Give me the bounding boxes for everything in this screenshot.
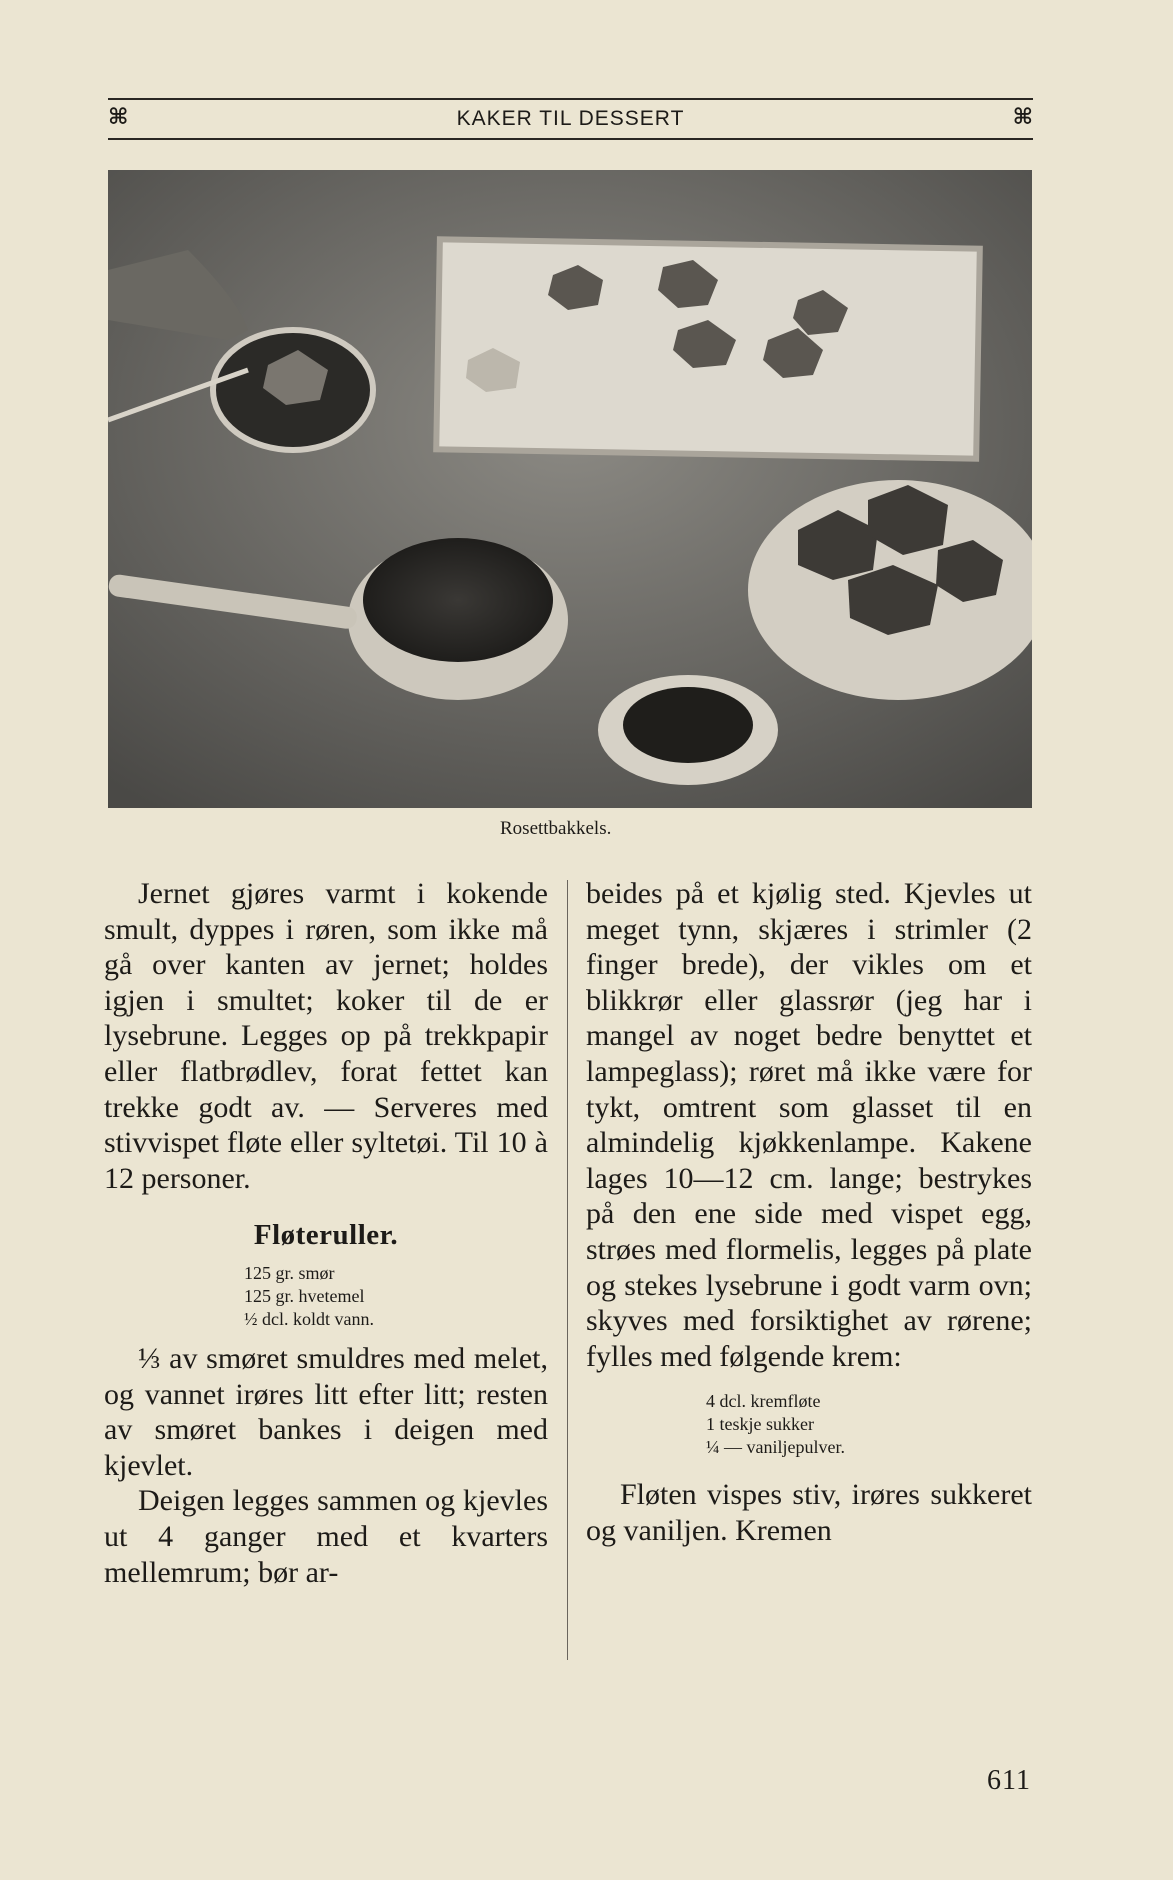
ingredient-item: 4 dcl. kremfløte xyxy=(706,1391,821,1412)
photo-illustration xyxy=(108,170,1032,808)
ornament-left-icon: ⌘ xyxy=(108,104,129,130)
ingredient-item: 125 gr. hvetemel xyxy=(244,1285,365,1306)
ingredient-item: ¼ — vaniljepulver. xyxy=(706,1437,845,1458)
cream-ingredient-list xyxy=(586,1390,1032,1459)
paragraph-folding: Deigen legges sammen og kjevles ut 4 ganger med et kvarters mellemrum; bør ar- xyxy=(104,1484,548,1589)
paragraph-dough: ⅓ av smøret smuldres med melet, og vannet irøres litt efter litt; resten av smøret bankes i deigen med kjevlet. xyxy=(104,1341,548,1482)
paragraph-cream: Fløten vispes stiv, irøres sukkeret og vaniljen. Kremen xyxy=(586,1478,1032,1547)
ingredient-list xyxy=(104,1262,548,1331)
column-divider xyxy=(567,880,568,1660)
running-header xyxy=(108,98,1033,140)
left-column xyxy=(104,876,548,1590)
paragraph-continuation: beides på et kjølig sted. Kjevles ut meget tynn, skjæres i strimler (2 finger brede), der vikles om et blikkrør eller glassrør (jeg har i mangel av noget bedre benyttet et lampeglass); røret må ikke være for tykt, omtrent som glasset til en almindelig kjøkkenlampe. Kakene lages 10—12 cm. lange; bestrykes på den ene side med vispet egg, strøes med flormelis, legges på plate og stekes lysebrune i godt varm ovn; skyves med forsiktighet av rørene; fylles med følgende krem: xyxy=(586,877,1032,1373)
ornament-right-icon: ⌘ xyxy=(1012,104,1033,130)
page-number: 611 xyxy=(987,1765,1031,1796)
rosettbakkels-photo xyxy=(108,170,1032,808)
right-column xyxy=(586,876,1032,1549)
paragraph-instructions: Jernet gjøres varmt i kokende smult, dyppes i røren, som ikke må gå over kanten av jernet; holdes igjen i smultet; koker til de er lysebrune. Legges op på trekkpapir eller flatbrødlev, forat fettet kan trekke godt av. — Serveres med stivvispet fløte eller syltetøi. Til 10 à 12 personer. xyxy=(104,877,548,1195)
photo-caption: Rosettbakkels. xyxy=(500,818,612,839)
recipe-title: Fløteruller. xyxy=(253,1219,399,1252)
ingredient-item: ½ dcl. koldt vann. xyxy=(244,1308,374,1329)
running-title: KAKER TIL DESSERT xyxy=(456,107,685,130)
ingredient-item: 1 teskje sukker xyxy=(706,1414,814,1435)
ingredient-item: 125 gr. smør xyxy=(244,1262,335,1283)
